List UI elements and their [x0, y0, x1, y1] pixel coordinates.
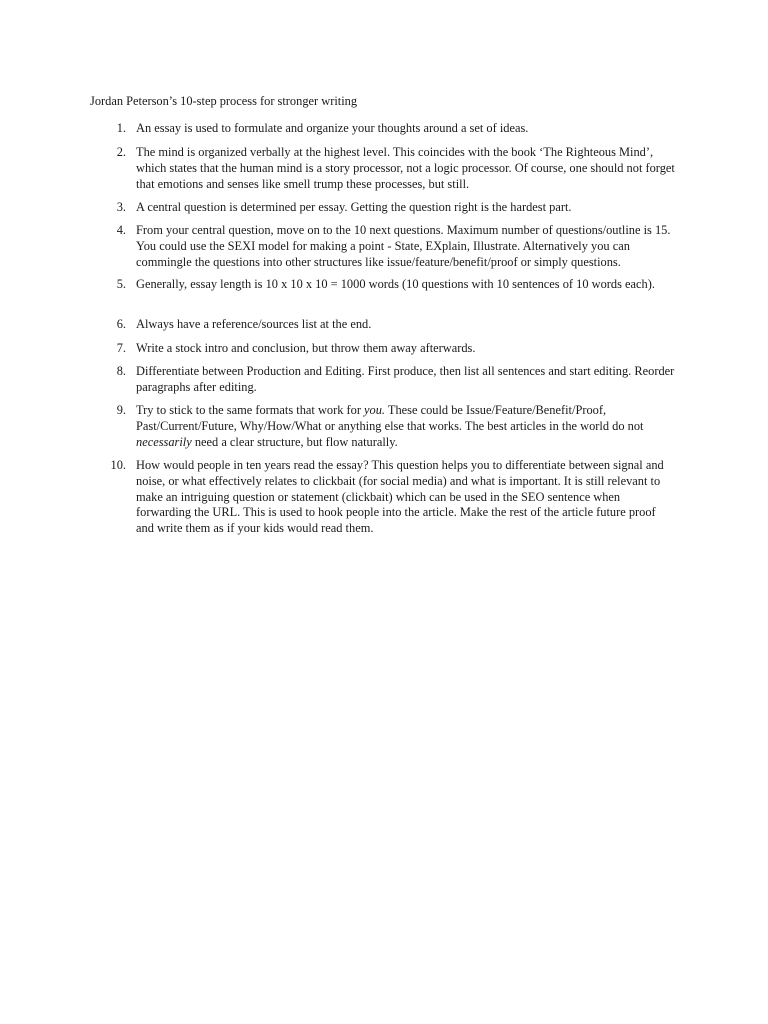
step-text: [136, 277, 676, 293]
step-number: 3.: [116, 200, 126, 214]
step-number: 8.: [116, 364, 126, 378]
step-number: 9.: [116, 403, 126, 417]
step-number: 1.: [116, 121, 126, 135]
step-paragraph: Write a stock intro and conclusion, but throw them away afterwards.: [136, 341, 476, 355]
step-text: [136, 223, 676, 270]
step-paragraph: An essay is used to formulate and organize your thoughts around a set of ideas.: [136, 121, 529, 135]
step-text: [136, 341, 676, 357]
step-paragraph: Differentiate between Production and Editing. First produce, then list all sentences and start editing. Reorder paragraphs after editing.: [136, 364, 675, 394]
step-paragraph: From your central question, move on to the 10 next questions. Maximum number of questions/outline is 15. You could use the SEXI model for making a point - State, EXplain, Illustrate. Alternatively you can commingle the questions into other structures like issue/feature/benefit/proof or simply questions.: [136, 223, 671, 269]
emphasis-necessarily: necessarily: [136, 434, 192, 449]
step-text-segment: need a clear structure, but flow naturally.: [191, 434, 398, 449]
step-number: 4.: [116, 223, 126, 237]
emphasis-you: you.: [364, 403, 386, 417]
step-number: 6.: [116, 317, 126, 331]
step-paragraph: A central question is determined per essay. Getting the question right is the hardest part.: [136, 200, 572, 214]
step-number: 2.: [116, 145, 126, 159]
step-number: 10.: [110, 458, 126, 472]
step-text-segment: Try to stick to the same formats that work for: [136, 403, 365, 417]
step-paragraph: [136, 403, 676, 450]
step-number: 5.: [116, 277, 126, 291]
step-text: [136, 458, 676, 537]
step-text: [136, 121, 676, 137]
step-text: [136, 200, 676, 216]
step-number: 7.: [116, 341, 126, 355]
step-paragraph: Generally, essay length is 10 x 10 x 10 = 1000 words (10 questions with 10 sentences of 10 words each).: [136, 277, 655, 291]
step-paragraph: Always have a reference/sources list at the end.: [136, 317, 372, 331]
document-title: Jordan Peterson’s 10-step process for stronger writing: [90, 94, 358, 108]
step-text: [136, 364, 676, 396]
step-text: [136, 145, 676, 192]
step-text: [136, 317, 676, 333]
step-text-segment: These could be Issue/Feature/Benefit/Proof, Past/Current/Future, Why/How/What or anything else that works. The best articles in the world do not: [136, 403, 644, 433]
step-paragraph: How would people in ten years read the essay? This question helps you to differentiate between signal and noise, or what effectively relates to clickbait (for social media) and what is important. It is still relevant to make an intriguing question or statement (clickbait) which can be used in the SEO sentence when forwarding the URL. This is used to hook people into the article. Make the rest of the article future proof and write them as if your kids would read them.: [136, 458, 664, 536]
step-paragraph: The mind is organized verbally at the highest level. This coincides with the book ‘The Righteous Mind’, which states that the human mind is a story processor, not a logic processor. Of course, one should not forget that emotions and senses like smell trump these processes, but still.: [136, 145, 675, 191]
step-text: [136, 403, 676, 450]
